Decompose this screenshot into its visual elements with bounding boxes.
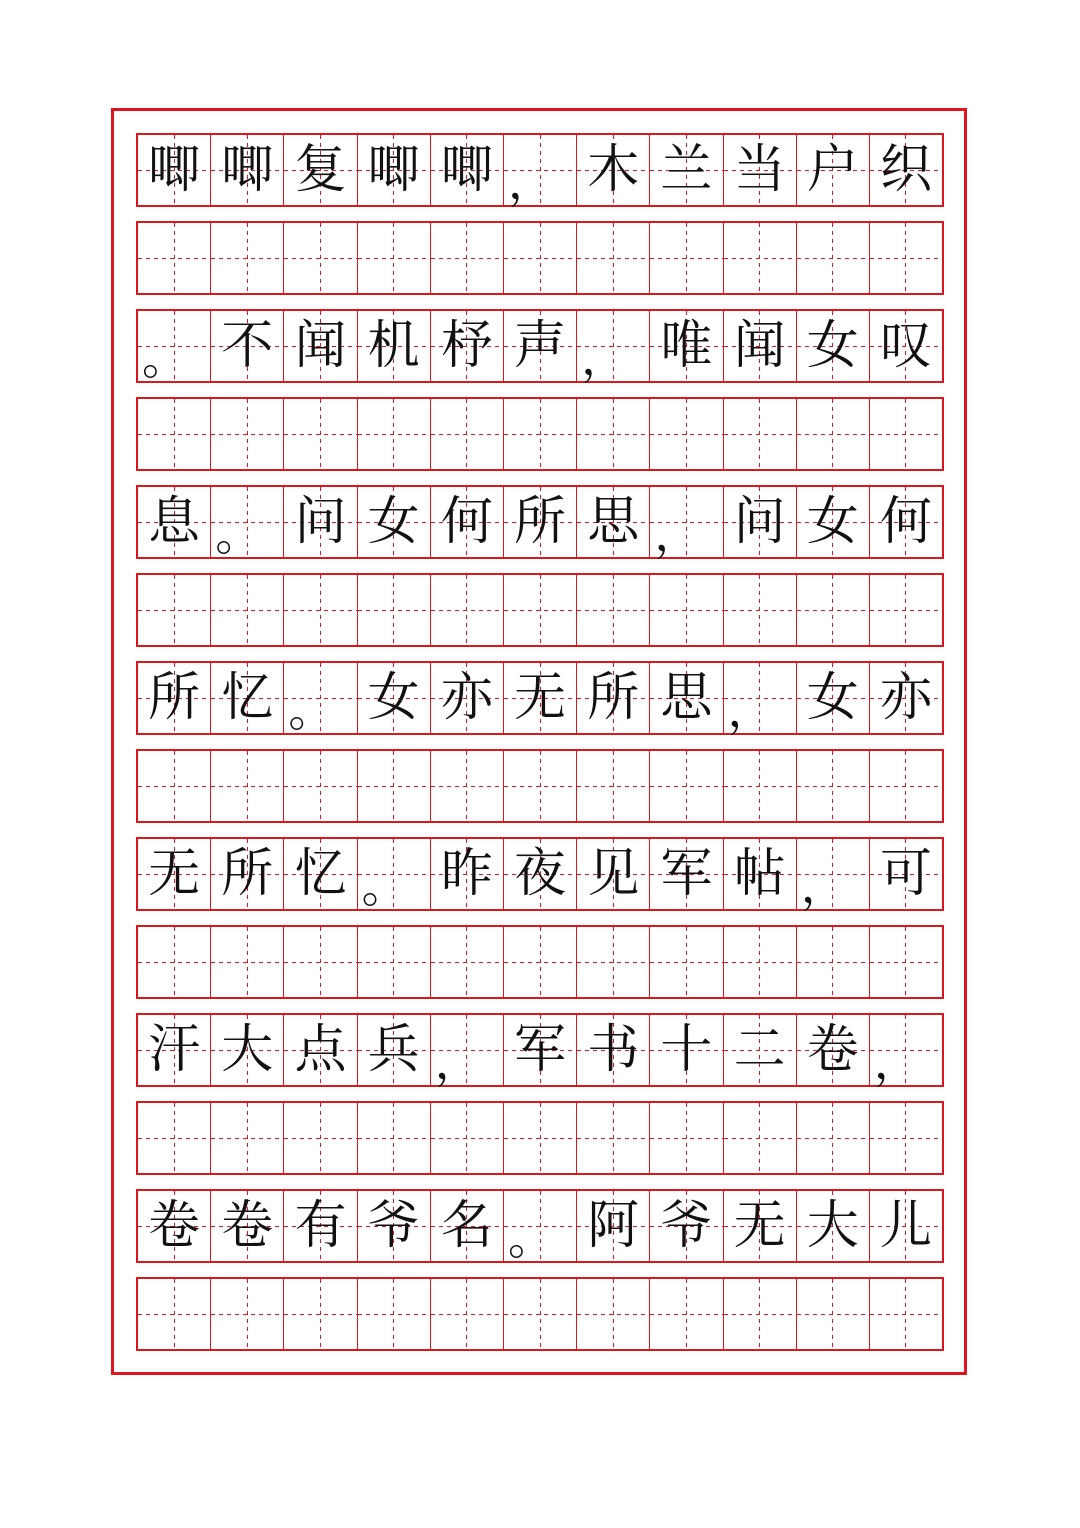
character-cell xyxy=(650,1191,723,1261)
character-glyph: 木 xyxy=(587,140,640,200)
blank-practice-cell xyxy=(138,1279,211,1349)
character-glyph: 所 xyxy=(221,844,274,904)
character-glyph: 可 xyxy=(879,844,932,904)
practice-row xyxy=(136,397,944,471)
blank-practice-cell xyxy=(284,399,357,469)
character-glyph: 大 xyxy=(221,1020,274,1080)
blank-practice-cell xyxy=(358,1103,431,1173)
text-row xyxy=(136,837,944,911)
character-cell xyxy=(138,487,211,557)
character-glyph: 忆 xyxy=(294,844,347,904)
character-glyph: 十 xyxy=(660,1020,713,1080)
character-cell xyxy=(358,1015,431,1085)
character-cell xyxy=(724,1191,797,1261)
blank-practice-cell xyxy=(504,751,577,821)
character-cell xyxy=(358,311,431,381)
character-cell xyxy=(504,487,577,557)
character-cell xyxy=(577,1015,650,1085)
character-glyph: 思 xyxy=(660,668,713,728)
blank-practice-cell xyxy=(577,399,650,469)
character-glyph: 点 xyxy=(294,1020,347,1080)
practice-row xyxy=(136,925,944,999)
character-glyph: 闻 xyxy=(733,316,786,376)
blank-practice-cell xyxy=(797,223,870,293)
punctuation-glyph: ， xyxy=(873,1035,920,1089)
character-glyph: 所 xyxy=(148,668,201,728)
character-glyph: 夜 xyxy=(514,844,567,904)
character-glyph: 名 xyxy=(440,1196,493,1256)
character-cell xyxy=(650,839,723,909)
character-cell xyxy=(724,135,797,205)
character-cell xyxy=(138,839,211,909)
character-glyph: 唧 xyxy=(221,140,274,200)
worksheet-frame xyxy=(111,108,967,1375)
character-glyph: 阿 xyxy=(587,1196,640,1256)
character-glyph: 息 xyxy=(148,492,201,552)
character-cell xyxy=(358,135,431,205)
blank-practice-cell xyxy=(724,399,797,469)
text-row xyxy=(136,661,944,735)
blank-practice-cell xyxy=(577,223,650,293)
blank-practice-cell xyxy=(138,575,211,645)
character-glyph: 军 xyxy=(514,1020,567,1080)
character-cell xyxy=(577,1191,650,1261)
character-glyph: 唧 xyxy=(367,140,420,200)
blank-practice-cell xyxy=(650,751,723,821)
blank-practice-cell xyxy=(138,751,211,821)
blank-practice-cell xyxy=(358,1279,431,1349)
character-cell xyxy=(577,311,650,385)
character-cell xyxy=(431,1191,504,1261)
blank-practice-cell xyxy=(797,575,870,645)
punctuation-glyph: 。 xyxy=(215,507,262,561)
character-glyph: 兵 xyxy=(367,1020,420,1080)
blank-practice-cell xyxy=(650,927,723,997)
blank-practice-cell xyxy=(577,927,650,997)
character-glyph: 唧 xyxy=(148,140,201,200)
character-cell xyxy=(797,1015,870,1085)
character-cell xyxy=(650,663,723,733)
blank-practice-cell xyxy=(504,1103,577,1173)
blank-practice-cell xyxy=(138,223,211,293)
character-cell xyxy=(724,663,797,737)
character-glyph: 女 xyxy=(367,492,420,552)
character-cell xyxy=(431,487,504,557)
character-cell xyxy=(211,135,284,205)
character-cell xyxy=(724,487,797,557)
character-cell xyxy=(650,487,723,561)
punctuation-glyph: 。 xyxy=(142,331,188,385)
character-cell xyxy=(797,311,870,381)
blank-practice-cell xyxy=(358,399,431,469)
character-glyph: 机 xyxy=(367,316,420,376)
character-cell xyxy=(870,487,942,557)
blank-practice-cell xyxy=(577,1103,650,1173)
blank-practice-cell xyxy=(504,399,577,469)
blank-practice-cell xyxy=(870,1279,942,1349)
blank-practice-cell xyxy=(138,1103,211,1173)
blank-practice-cell xyxy=(870,927,942,997)
character-glyph: 何 xyxy=(879,492,932,552)
blank-practice-cell xyxy=(724,751,797,821)
character-cell xyxy=(431,839,504,909)
character-glyph: 女 xyxy=(806,492,859,552)
character-cell xyxy=(284,1191,357,1261)
character-glyph: 儿 xyxy=(879,1196,932,1256)
character-glyph: 织 xyxy=(879,140,932,200)
punctuation-glyph: 。 xyxy=(361,859,408,913)
character-cell xyxy=(358,839,431,913)
blank-practice-cell xyxy=(650,575,723,645)
character-glyph: 女 xyxy=(367,668,420,728)
blank-practice-cell xyxy=(211,927,284,997)
character-glyph: 唯 xyxy=(660,316,713,376)
practice-row xyxy=(136,1101,944,1175)
punctuation-glyph: ， xyxy=(800,859,847,913)
character-cell xyxy=(577,135,650,205)
character-glyph: 军 xyxy=(660,844,713,904)
character-cell xyxy=(431,1015,504,1089)
blank-practice-cell xyxy=(211,1103,284,1173)
blank-practice-cell xyxy=(358,927,431,997)
blank-practice-cell xyxy=(724,575,797,645)
character-cell xyxy=(650,1015,723,1085)
character-glyph: 二 xyxy=(733,1020,786,1080)
blank-practice-cell xyxy=(577,751,650,821)
character-cell xyxy=(211,839,284,909)
punctuation-glyph: 。 xyxy=(288,683,335,737)
blank-practice-cell xyxy=(431,399,504,469)
blank-practice-cell xyxy=(870,1103,942,1173)
character-cell xyxy=(138,135,211,205)
blank-practice-cell xyxy=(650,1279,723,1349)
blank-practice-cell xyxy=(431,223,504,293)
blank-practice-cell xyxy=(358,223,431,293)
character-cell xyxy=(431,135,504,205)
punctuation-glyph: ， xyxy=(654,507,701,561)
blank-practice-cell xyxy=(138,927,211,997)
character-cell xyxy=(504,839,577,909)
character-cell xyxy=(650,311,723,381)
blank-practice-cell xyxy=(797,399,870,469)
blank-practice-cell xyxy=(797,1103,870,1173)
character-cell xyxy=(211,663,284,733)
blank-practice-cell xyxy=(284,1279,357,1349)
punctuation-glyph: ， xyxy=(581,331,628,385)
character-glyph: 所 xyxy=(514,492,567,552)
text-row xyxy=(136,1013,944,1087)
character-glyph: 问 xyxy=(294,492,347,552)
character-glyph: 声 xyxy=(514,316,567,376)
character-cell xyxy=(431,663,504,733)
blank-practice-cell xyxy=(650,1103,723,1173)
character-cell xyxy=(284,1015,357,1085)
blank-practice-cell xyxy=(284,1103,357,1173)
character-glyph: 复 xyxy=(294,140,347,200)
blank-practice-cell xyxy=(577,575,650,645)
blank-practice-cell xyxy=(870,399,942,469)
blank-practice-cell xyxy=(211,751,284,821)
character-cell xyxy=(870,839,942,909)
character-cell xyxy=(577,663,650,733)
character-glyph: 唧 xyxy=(440,140,493,200)
character-cell xyxy=(724,311,797,381)
blank-practice-cell xyxy=(504,575,577,645)
character-cell xyxy=(504,1015,577,1085)
character-glyph: 女 xyxy=(806,668,859,728)
blank-practice-cell xyxy=(504,927,577,997)
character-cell xyxy=(211,1015,284,1085)
character-glyph: 汗 xyxy=(148,1020,201,1080)
character-glyph: 亦 xyxy=(440,668,493,728)
character-cell xyxy=(284,487,357,557)
character-glyph: 爷 xyxy=(660,1196,713,1256)
character-glyph: 忆 xyxy=(221,668,274,728)
character-glyph: 亦 xyxy=(879,668,932,728)
character-glyph: 当 xyxy=(733,140,786,200)
blank-practice-cell xyxy=(431,1103,504,1173)
character-cell xyxy=(504,135,577,209)
character-glyph: 闻 xyxy=(294,316,347,376)
character-glyph: 兰 xyxy=(660,140,713,200)
character-glyph: 问 xyxy=(733,492,786,552)
blank-practice-cell xyxy=(797,927,870,997)
character-cell xyxy=(870,1015,942,1089)
text-row xyxy=(136,485,944,559)
character-glyph: 何 xyxy=(440,492,493,552)
character-glyph: 女 xyxy=(806,316,859,376)
character-glyph: 卷 xyxy=(221,1196,274,1256)
character-cell xyxy=(138,663,211,733)
character-cell xyxy=(870,1191,942,1261)
character-cell xyxy=(284,839,357,909)
character-glyph: 思 xyxy=(587,492,640,552)
character-cell xyxy=(358,663,431,733)
punctuation-glyph: ， xyxy=(727,683,774,737)
character-cell xyxy=(504,1191,577,1265)
blank-practice-cell xyxy=(724,927,797,997)
character-glyph: 无 xyxy=(148,844,201,904)
character-cell xyxy=(797,135,870,205)
blank-practice-cell xyxy=(284,927,357,997)
character-glyph: 户 xyxy=(806,140,859,200)
character-cell xyxy=(797,487,870,557)
blank-practice-cell xyxy=(211,223,284,293)
text-row xyxy=(136,133,944,207)
blank-practice-cell xyxy=(724,1279,797,1349)
character-cell xyxy=(797,839,870,913)
blank-practice-cell xyxy=(284,575,357,645)
practice-row xyxy=(136,221,944,295)
blank-practice-cell xyxy=(504,223,577,293)
punctuation-glyph: 。 xyxy=(507,1211,554,1265)
character-cell xyxy=(138,311,211,385)
blank-practice-cell xyxy=(797,1279,870,1349)
character-cell xyxy=(431,311,504,381)
character-glyph: 所 xyxy=(587,668,640,728)
text-row xyxy=(136,309,944,383)
character-cell xyxy=(724,839,797,909)
character-glyph: 无 xyxy=(733,1196,786,1256)
character-cell xyxy=(797,663,870,733)
character-cell xyxy=(358,1191,431,1261)
practice-row xyxy=(136,573,944,647)
character-glyph: 昨 xyxy=(440,844,493,904)
character-cell xyxy=(504,311,577,381)
text-row xyxy=(136,1189,944,1263)
blank-practice-cell xyxy=(358,575,431,645)
character-glyph: 有 xyxy=(294,1196,347,1256)
blank-practice-cell xyxy=(431,927,504,997)
character-glyph: 杼 xyxy=(440,316,493,376)
blank-practice-cell xyxy=(870,223,942,293)
blank-practice-cell xyxy=(284,751,357,821)
blank-practice-cell xyxy=(211,399,284,469)
character-cell xyxy=(211,487,284,561)
character-cell xyxy=(211,311,284,381)
practice-row xyxy=(136,749,944,823)
punctuation-glyph: ， xyxy=(507,155,554,209)
blank-practice-cell xyxy=(138,399,211,469)
blank-practice-cell xyxy=(870,575,942,645)
blank-practice-cell xyxy=(577,1279,650,1349)
character-glyph: 见 xyxy=(587,844,640,904)
character-glyph: 书 xyxy=(587,1020,640,1080)
character-glyph: 卷 xyxy=(148,1196,201,1256)
character-cell xyxy=(650,135,723,205)
blank-practice-cell xyxy=(504,1279,577,1349)
character-cell xyxy=(211,1191,284,1261)
character-cell xyxy=(138,1015,211,1085)
blank-practice-cell xyxy=(870,751,942,821)
character-cell xyxy=(724,1015,797,1085)
character-glyph: 叹 xyxy=(879,316,932,376)
character-cell xyxy=(284,663,357,737)
blank-practice-cell xyxy=(358,751,431,821)
character-cell xyxy=(577,487,650,557)
character-cell xyxy=(284,311,357,381)
blank-practice-cell xyxy=(431,751,504,821)
blank-practice-cell xyxy=(284,223,357,293)
character-cell xyxy=(870,311,942,381)
blank-practice-cell xyxy=(724,1103,797,1173)
punctuation-glyph: ， xyxy=(434,1035,481,1089)
character-cell xyxy=(870,135,942,205)
character-cell xyxy=(504,663,577,733)
character-cell xyxy=(870,663,942,733)
practice-row xyxy=(136,1277,944,1351)
character-cell xyxy=(284,135,357,205)
character-cell xyxy=(577,839,650,909)
character-glyph: 大 xyxy=(806,1196,859,1256)
blank-practice-cell xyxy=(650,223,723,293)
character-glyph: 爷 xyxy=(367,1196,420,1256)
blank-practice-cell xyxy=(211,575,284,645)
blank-practice-cell xyxy=(724,223,797,293)
blank-practice-cell xyxy=(650,399,723,469)
character-cell xyxy=(358,487,431,557)
blank-practice-cell xyxy=(211,1279,284,1349)
blank-practice-cell xyxy=(797,751,870,821)
character-cell xyxy=(797,1191,870,1261)
character-glyph: 无 xyxy=(514,668,567,728)
blank-practice-cell xyxy=(431,575,504,645)
character-glyph: 帖 xyxy=(733,844,786,904)
character-cell xyxy=(138,1191,211,1261)
character-glyph: 不 xyxy=(221,316,274,376)
character-glyph: 卷 xyxy=(806,1020,859,1080)
blank-practice-cell xyxy=(431,1279,504,1349)
